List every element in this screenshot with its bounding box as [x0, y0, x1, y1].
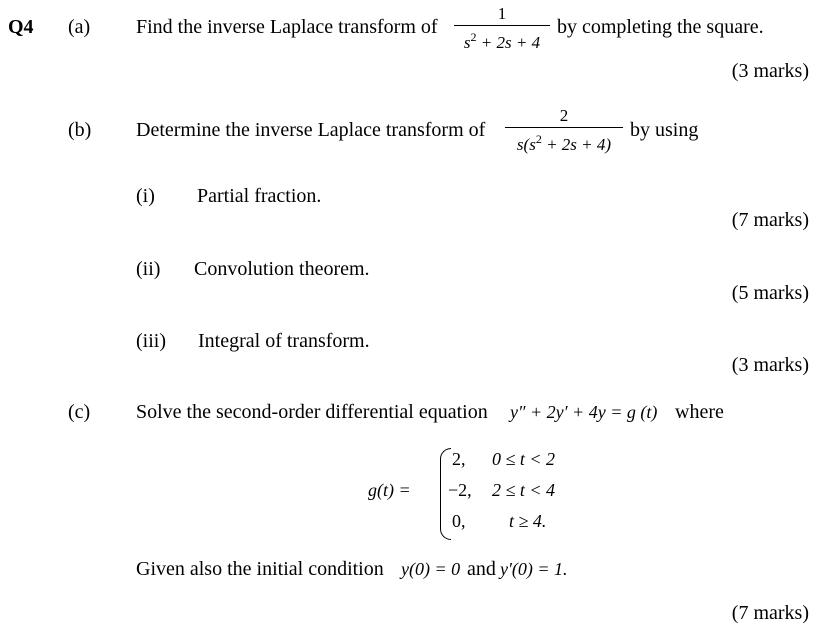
- part-b-fraction: [505, 106, 623, 155]
- subpart-ii-label: (ii): [136, 258, 161, 280]
- part-a-text-after: by completing the square.: [557, 16, 764, 38]
- part-c-text: Solve the second-order differential equation: [136, 401, 488, 423]
- differential-equation: y″ + 2y′ + 4y = g (t): [510, 402, 658, 422]
- part-a-text: Find the inverse Laplace transform of: [136, 16, 438, 38]
- part-a-label: (a): [68, 16, 91, 38]
- part-a-fraction: [454, 4, 550, 53]
- case-2-condition: 2 ≤ t < 4: [492, 480, 556, 500]
- part-a-numerator: 1: [497, 4, 507, 23]
- part-b-numerator: 2: [559, 106, 569, 125]
- subpart-i-marks: (7 marks): [731, 209, 809, 231]
- part-b-text-after: by using: [630, 119, 699, 141]
- initial-condition-and: and: [467, 558, 496, 580]
- case-1-condition: 0 ≤ t < 2: [492, 449, 556, 469]
- part-a-denominator: $s^2 + 2s + 4$: [463, 30, 541, 52]
- case-3-value: 0,: [452, 511, 466, 531]
- initial-condition-text: Given also the initial condition: [136, 558, 384, 580]
- part-c-where: where: [675, 401, 724, 423]
- initial-condition-1: y(0) = 0: [401, 559, 461, 579]
- part-b-text: Determine the inverse Laplace transform of: [136, 119, 486, 141]
- case-3-condition: t ≥ 4.: [509, 511, 547, 531]
- part-c-label: (c): [68, 401, 91, 423]
- subpart-iii-text: Integral of transform.: [198, 330, 370, 352]
- function-label: g(t) =: [368, 480, 411, 500]
- case-1-value: 2,: [452, 449, 466, 469]
- part-b-label: (b): [68, 119, 92, 141]
- subpart-i-text: Partial fraction.: [197, 185, 322, 207]
- subpart-i-label: (i): [136, 185, 155, 207]
- question-number: Q4: [8, 16, 34, 38]
- fraction-bar: [505, 127, 623, 128]
- fraction-bar: [454, 25, 550, 26]
- part-a-marks: (3 marks): [731, 60, 809, 82]
- subpart-ii-text: Convolution theorem.: [194, 258, 370, 280]
- part-b-denominator: $s(s^2 + 2s + 4)$: [516, 132, 612, 154]
- part-c-marks: (7 marks): [731, 602, 809, 624]
- subpart-iii-label: (iii): [136, 330, 166, 352]
- case-2-value: −2,: [448, 480, 472, 500]
- initial-condition-2: y′(0) = 1.: [500, 559, 568, 579]
- subpart-ii-marks: (5 marks): [731, 282, 809, 304]
- subpart-iii-marks: (3 marks): [731, 354, 809, 376]
